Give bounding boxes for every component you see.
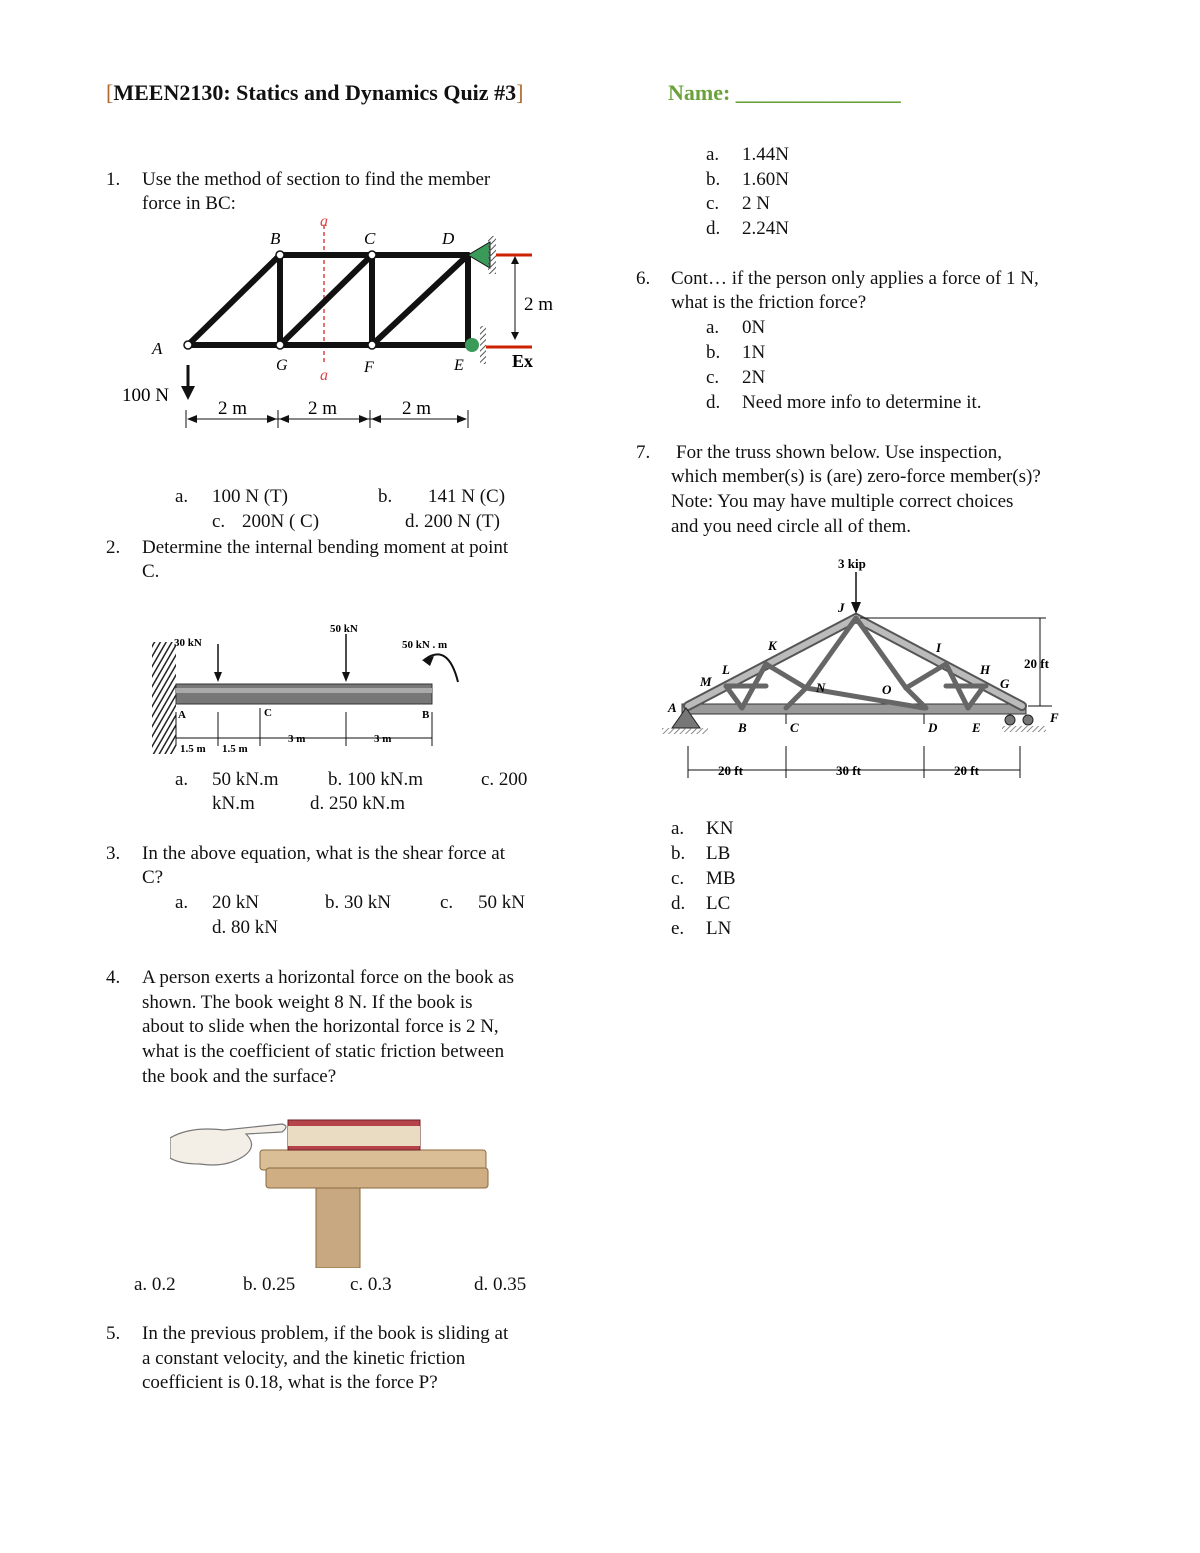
q4-line-4: what is the coefficient of static friction between bbox=[142, 1041, 505, 1062]
q7-truss-figure bbox=[656, 548, 1076, 788]
q2-option-a[interactable]: 50 kN.m bbox=[212, 769, 279, 790]
q4-line-5: the book and the surface? bbox=[142, 1066, 337, 1087]
q7-option-b[interactable]: LB bbox=[706, 843, 731, 864]
q3-option-a-label: a. bbox=[175, 892, 189, 913]
q7-line-1: For the truss shown below. Use inspection, bbox=[676, 442, 1002, 463]
q7-option-a[interactable]: KN bbox=[706, 818, 734, 839]
q1-text-line2: force in BC: bbox=[142, 193, 236, 214]
q6-option-d-label: d. bbox=[706, 392, 721, 413]
q3-option-a[interactable]: 20 kN bbox=[212, 892, 259, 913]
q7-option-d-label: d. bbox=[671, 893, 686, 914]
q2-text-line1: Determine the internal bending moment at point bbox=[142, 537, 509, 558]
q6-option-d[interactable]: Need more info to determine it. bbox=[742, 392, 982, 413]
q2-option-c-cont: kN.m bbox=[212, 793, 255, 814]
q4-number: 4. bbox=[106, 967, 121, 988]
bracket-open: [ bbox=[106, 80, 114, 105]
q7-label-C: C bbox=[790, 720, 799, 735]
q7-option-e[interactable]: LN bbox=[706, 918, 732, 939]
q7-label-G: G bbox=[1000, 676, 1010, 691]
q1-load-label: 100 N bbox=[122, 385, 169, 406]
q7-label-K: K bbox=[768, 638, 777, 653]
q2-beam-figure bbox=[148, 612, 478, 762]
q1-option-b-label: b. bbox=[378, 486, 393, 507]
q1-label-B: B bbox=[270, 229, 281, 248]
q1-option-b[interactable]: 141 N (C) bbox=[428, 486, 506, 507]
q5-option-d-label: d. bbox=[706, 218, 721, 239]
q6-option-b-label: b. bbox=[706, 342, 721, 363]
q1-span-1: 2 m bbox=[218, 398, 248, 419]
q2-dim-2: 1.5 m bbox=[222, 743, 248, 755]
q1-number: 1. bbox=[106, 169, 121, 190]
q1-label-A: A bbox=[152, 339, 163, 358]
q7-option-d[interactable]: LC bbox=[706, 893, 731, 914]
q7-label-B: B bbox=[738, 720, 747, 735]
q5-option-c-label: c. bbox=[706, 193, 720, 214]
q7-option-b-label: b. bbox=[671, 843, 686, 864]
q2-option-b[interactable]: b. 100 kN.m bbox=[328, 769, 423, 790]
q2-moment-label: 50 kN . m bbox=[402, 639, 448, 651]
q7-option-a-label: a. bbox=[671, 818, 685, 839]
q7-span-1: 20 ft bbox=[718, 763, 743, 778]
q7-label-J: J bbox=[838, 600, 845, 615]
q2-option-a-label: a. bbox=[175, 769, 189, 790]
q1-option-a[interactable]: 100 N (T) bbox=[212, 486, 288, 507]
q1-label-D: D bbox=[442, 229, 455, 248]
q4-option-d[interactable]: d. 0.35 bbox=[474, 1274, 527, 1295]
q6-option-c[interactable]: 2N bbox=[742, 367, 766, 388]
q5-option-c[interactable]: 2 N bbox=[742, 193, 770, 214]
q7-height-label: 20 ft bbox=[1024, 656, 1049, 671]
quiz-title-text: MEEN2130: Statics and Dynamics Quiz #3 bbox=[113, 80, 517, 105]
q5-option-a-label: a. bbox=[706, 144, 720, 165]
q1-label-Ex: Ex bbox=[512, 351, 534, 371]
q4-line-3: about to slide when the horizontal force is 2 N, bbox=[142, 1016, 499, 1037]
q2-number: 2. bbox=[106, 537, 121, 558]
q7-load-label: 3 kip bbox=[838, 556, 866, 571]
q5-option-b-label: b. bbox=[706, 169, 721, 190]
q2-dim-1: 1.5 m bbox=[180, 743, 206, 755]
q6-option-b[interactable]: 1N bbox=[742, 342, 766, 363]
q1-label-G: G bbox=[276, 357, 288, 374]
q1-span-2: 2 m bbox=[308, 398, 338, 419]
q1-label-a-top: a bbox=[320, 213, 328, 230]
q7-label-L: L bbox=[722, 662, 730, 677]
q2-text-line2: C. bbox=[142, 561, 160, 582]
q3-option-b[interactable]: b. 30 kN bbox=[325, 892, 391, 913]
q5-line-3: coefficient is 0.18, what is the force P? bbox=[142, 1372, 438, 1393]
q3-option-c[interactable]: 50 kN bbox=[478, 892, 525, 913]
q7-label-H: H bbox=[980, 662, 991, 677]
q7-option-c-label: c. bbox=[671, 868, 685, 889]
q6-option-a-label: a. bbox=[706, 317, 720, 338]
q5-option-d[interactable]: 2.24N bbox=[742, 218, 789, 239]
q7-span-3: 20 ft bbox=[954, 763, 979, 778]
q7-label-O: O bbox=[882, 682, 892, 697]
q7-label-E: E bbox=[972, 720, 981, 735]
q1-text-line1: Use the method of section to find the member bbox=[142, 169, 491, 190]
q4-option-b[interactable]: b. 0.25 bbox=[243, 1274, 296, 1295]
q1-label-F: F bbox=[364, 359, 374, 376]
q5-line-2: a constant velocity, and the kinetic friction bbox=[142, 1348, 466, 1369]
q7-line-2: which member(s) is (are) zero-force member(s)? bbox=[671, 466, 1041, 487]
q3-text-line1: In the above equation, what is the shear force at bbox=[142, 843, 505, 864]
q6-option-c-label: c. bbox=[706, 367, 720, 388]
q7-option-e-label: e. bbox=[671, 918, 685, 939]
q2-option-c[interactable]: c. 200 bbox=[481, 769, 528, 790]
q2-dim-3: 3 m bbox=[288, 733, 306, 745]
q1-option-d[interactable]: d. 200 N (T) bbox=[405, 511, 500, 532]
name-field[interactable]: Name: _______________ bbox=[668, 80, 901, 105]
q1-option-a-label: a. bbox=[175, 486, 189, 507]
q1-label-C: C bbox=[364, 229, 376, 248]
q1-label-a-bottom: a bbox=[320, 367, 328, 384]
bracket-close: ] bbox=[516, 80, 524, 105]
q1-option-c-label: c. bbox=[212, 511, 226, 532]
q7-label-A: A bbox=[668, 700, 677, 715]
q6-option-a[interactable]: 0N bbox=[742, 317, 766, 338]
q4-line-1: A person exerts a horizontal force on the book as bbox=[142, 967, 514, 988]
q7-line-4: and you need circle all of them. bbox=[671, 516, 912, 537]
q2-option-d[interactable]: d. 250 kN.m bbox=[310, 793, 405, 814]
q7-label-I: I bbox=[936, 640, 942, 655]
q4-option-c[interactable]: c. 0.3 bbox=[350, 1274, 392, 1295]
q4-option-a[interactable]: a. 0.2 bbox=[134, 1274, 176, 1295]
q3-option-c-label: c. bbox=[440, 892, 454, 913]
q7-span-2: 30 ft bbox=[836, 763, 861, 778]
q2-load1-label: 30 kN bbox=[174, 637, 202, 649]
q3-option-d[interactable]: d. 80 kN bbox=[212, 917, 278, 938]
q5-line-1: In the previous problem, if the book is sliding at bbox=[142, 1323, 509, 1344]
q3-text-line2: C? bbox=[142, 867, 164, 888]
q4-line-2: shown. The book weight 8 N. If the book is bbox=[142, 992, 473, 1013]
q1-height-label: 2 m bbox=[524, 294, 554, 315]
q6-text-line2: what is the friction force? bbox=[671, 292, 867, 313]
q1-option-c[interactable]: 200N ( C) bbox=[242, 511, 320, 532]
q7-label-N: N bbox=[816, 680, 826, 695]
q6-number: 6. bbox=[636, 268, 651, 289]
q2-dim-4: 3 m bbox=[374, 733, 392, 745]
q5-option-a[interactable]: 1.44N bbox=[742, 144, 789, 165]
q6-text-line1: Cont… if the person only applies a force of 1 N, bbox=[671, 268, 1039, 289]
quiz-title bbox=[106, 80, 523, 106]
q5-number: 5. bbox=[106, 1323, 121, 1344]
q4-book-figure bbox=[170, 1108, 500, 1268]
q1-truss-figure bbox=[100, 210, 580, 440]
q3-number: 3. bbox=[106, 843, 121, 864]
q2-label-B: B bbox=[422, 709, 430, 721]
q7-label-M: M bbox=[700, 674, 712, 689]
q1-label-E: E bbox=[454, 357, 464, 374]
q2-load2-label: 50 kN bbox=[330, 623, 358, 635]
q7-option-c[interactable]: MB bbox=[706, 868, 736, 889]
q7-label-D: D bbox=[928, 720, 938, 735]
q7-line-3: Note: You may have multiple correct choices bbox=[671, 491, 1014, 512]
q7-number: 7. bbox=[636, 442, 651, 463]
q5-option-b[interactable]: 1.60N bbox=[742, 169, 789, 190]
q2-label-C: C bbox=[264, 707, 272, 719]
q2-label-A: A bbox=[178, 709, 186, 721]
q1-span-3: 2 m bbox=[402, 398, 432, 419]
q7-label-F: F bbox=[1050, 710, 1059, 725]
